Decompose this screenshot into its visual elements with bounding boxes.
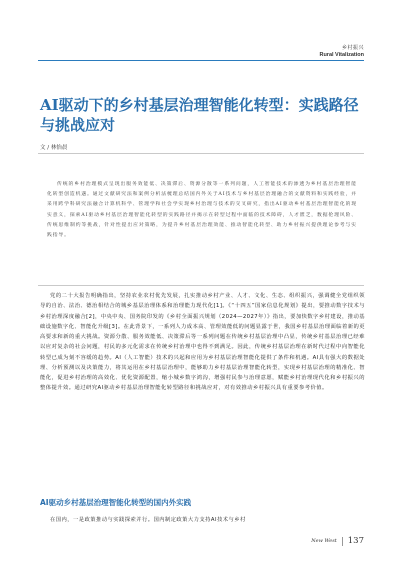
footer-separator [342,537,343,546]
author-divider [38,153,364,154]
section-heading: AI驱动乡村基层治理智能化转型的国内外实践 [40,498,192,507]
section-paragraph: 在国内，一是政策推动与实践探索并行。国内制定政策大力支持AI技术与乡村 [50,517,246,523]
column-name-cn: 乡村振兴 [341,45,364,51]
column-header [319,45,364,59]
page-number: 137 [347,536,364,546]
abstract-divider [38,285,364,286]
magazine-name: New West [311,538,337,544]
page-footer [311,536,364,546]
column-name-en: Rural Vitalization [319,52,364,58]
article-author: 文 / 林怡晨 [40,145,68,151]
article-abstract: 传统的乡村治理模式呈现出服务效能低、决策滞后、资源分散等一系列问题，人工智能技术的渗透为乡村基层治理智能化转型创造机遇。通过文献研究法和案例分析法梳理总结国内外关于AI技术与乡村基层治理融合的文献资料和实践经验，并采用跨学科研究法融合计算机科学、管理学和社会学实现乡村治理与技术的交叉研究，指出AI驱动乡村基层治理智能化的现实意义，探索AI驱动乡村基层治理智能化转型的实践路径并揭示在转型过程中面临的技术障碍，人才匮乏，数据伦理风险、传统思维制约等挑战，针对性提出应对策略，为提升乡村基层治理效能、推动智能化转型、助力乡村振兴提供理论参考与实践指导。 [47,182,357,239]
article-body-paragraph: 党的二十大报告明确指出，坚持农业农村优先发展，扎实推动乡村产业、人才、文化、生态、组织振兴，强调健全党组织领导的自治、法治、德治相结合的城乡基层治理体系和治理能力现代化[1]。《“十四五”国家信息化规划》提出，要推动数字技术与乡村治理深度融合[2]，中央中央、国务院印发的《乡村全面振兴规划（2024—2027年）》指出，要加快数字乡村建设，推动基础设施数字化、智能化升级[3]。在此背景下，一系列人力成本高、管理效能低的问题显露于世，我国乡村基层治理面临着新的更高要求和新的重大挑战。资源分散、服务效能低、决策滞后等一系列问题在传统乡村基层治理中凸显，传统乡村基层治理已经难以应对复杂的社会问题，村民的多元化需求在传统乡村治理中也得不到满足。因此，传统乡村基层治理在新时代过程中向智能化转型已成为刻不容缓的趋势。AI（人工智能）技术的兴起和应用为乡村基层治理智能化提供了条件和机遇。AI具有强大的数据处理、分析预测以及决策能力，将其运用在乡村基层治理中，能够助力乡村基层治理智能化转型，实现乡村基层治理的精准化、智能化，促进乡村治理的高效化、优化资源配置，缩小城乡数字鸿沟，增强村民参与治理意愿，赋能乡村治理现代化和乡村振兴的整体提升效。通过研究AI驱动乡村基层治理智能化转型路径和挑战应对，对有效推动乡村振兴具有重要参考价值。 [40,293,365,392]
header-divider [38,60,364,61]
article-title: AI驱动下的乡村基层治理智能化转型：实践路径与挑战应对 [40,96,359,134]
